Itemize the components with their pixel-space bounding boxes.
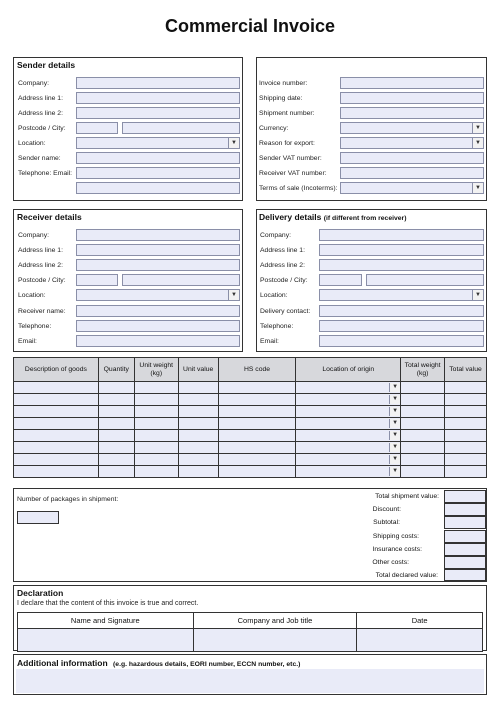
shipment-number-label: Shipment number:: [259, 110, 315, 117]
company-job-title-field[interactable]: [193, 629, 357, 652]
receiver-address2-field[interactable]: [76, 259, 240, 271]
sender-name-field[interactable]: [76, 152, 240, 164]
chevron-down-icon[interactable]: ▼: [228, 290, 239, 300]
goods-total-value-cell[interactable]: [445, 382, 487, 394]
goods-total-value-cell[interactable]: [445, 442, 487, 454]
goods-total-weight-cell[interactable]: [401, 442, 445, 454]
sender-address1-field[interactable]: [76, 92, 240, 104]
packages-label: Number of packages in shipment:: [17, 496, 119, 503]
goods-row: [14, 406, 487, 418]
currency-select[interactable]: [340, 122, 484, 134]
receiver-vat-field[interactable]: [340, 167, 484, 179]
invoice-number-label: Invoice number:: [259, 80, 308, 87]
goods-unit-weight-cell[interactable]: [134, 442, 178, 454]
goods-origin-cell[interactable]: [296, 466, 401, 478]
name-signature-field[interactable]: [18, 629, 194, 652]
goods-origin-cell[interactable]: [296, 430, 401, 442]
sender-address1-label: Address line 1:: [18, 95, 63, 102]
sender-postcode-label: Postcode / City:: [18, 125, 66, 132]
chevron-down-icon[interactable]: ▼: [389, 395, 400, 404]
sender-city-field[interactable]: [122, 122, 240, 134]
chevron-down-icon[interactable]: ▼: [389, 431, 400, 440]
goods-row: [14, 442, 487, 454]
goods-origin-cell[interactable]: [296, 442, 401, 454]
receiver-postcode-field[interactable]: [76, 274, 118, 286]
discount-label-text: Discount:: [372, 506, 401, 513]
delivery-location-label: Location:: [260, 292, 288, 299]
total-shipment-value-field[interactable]: [444, 490, 486, 503]
goods-total-weight-cell[interactable]: [401, 418, 445, 430]
sender-company-label: Company:: [18, 80, 49, 87]
shipping-costs-label-text: Shipping costs:: [372, 533, 419, 540]
goods-description-cell[interactable]: [14, 418, 99, 430]
goods-origin-cell[interactable]: [296, 454, 401, 466]
receiver-location-label: Location:: [18, 292, 46, 299]
receiver-address1-field[interactable]: [76, 244, 240, 256]
goods-unit-value-cell[interactable]: [178, 418, 218, 430]
receiver-vat-label: Receiver VAT number:: [259, 170, 327, 177]
signature-table: [17, 612, 483, 652]
col-unit-weight-header: Unit weight (kg): [134, 358, 178, 382]
goods-description-cell[interactable]: [14, 466, 99, 478]
goods-table: [13, 357, 487, 478]
goods-hs-code-cell[interactable]: [218, 394, 296, 406]
goods-hs-code-cell[interactable]: [218, 418, 296, 430]
goods-unit-weight-cell[interactable]: [134, 418, 178, 430]
receiver-location-select[interactable]: [76, 289, 240, 301]
goods-hs-code-cell[interactable]: [218, 466, 296, 478]
goods-total-weight-cell[interactable]: [401, 454, 445, 466]
goods-unit-value-cell[interactable]: [178, 382, 218, 394]
goods-hs-code-cell[interactable]: [218, 430, 296, 442]
goods-row: [14, 466, 487, 478]
receiver-email-label: Email:: [18, 338, 37, 345]
receiver-company-field[interactable]: [76, 229, 240, 241]
goods-total-weight-cell[interactable]: [401, 466, 445, 478]
sender-company-field[interactable]: [76, 77, 240, 89]
page-title: Commercial Invoice: [164, 16, 336, 36]
declaration-heading: Declaration: [17, 588, 64, 598]
chevron-down-icon[interactable]: ▼: [389, 407, 400, 416]
goods-origin-cell[interactable]: [296, 418, 401, 430]
delivery-address2-label: Address line 2:: [260, 262, 305, 269]
goods-total-value-cell[interactable]: [445, 454, 487, 466]
date-field[interactable]: [357, 629, 483, 652]
delivery-postcode-label: Postcode / City:: [260, 277, 308, 284]
goods-total-weight-cell[interactable]: [401, 394, 445, 406]
goods-hs-code-cell[interactable]: [218, 454, 296, 466]
sender-email-field[interactable]: [76, 182, 240, 194]
goods-unit-weight-cell[interactable]: [134, 394, 178, 406]
sender-address2-label: Address line 2:: [18, 110, 63, 117]
col-origin-header: Location of origin: [296, 358, 401, 382]
sender-address2-field[interactable]: [76, 107, 240, 119]
goods-description-cell[interactable]: [14, 382, 99, 394]
discount-field[interactable]: [444, 503, 486, 516]
company-job-title-header: Company and Job title: [193, 613, 357, 629]
receiver-telephone-label: Telephone:: [18, 323, 52, 330]
goods-unit-value-cell[interactable]: [178, 466, 218, 478]
col-total-value-header: Total value: [445, 358, 487, 382]
shipping-costs-label: [319, 533, 419, 540]
sender-name-label: Sender name:: [18, 155, 61, 162]
shipment-number-field[interactable]: [340, 107, 484, 119]
delivery-telephone-field[interactable]: [319, 320, 484, 332]
receiver-name-label: Receiver name:: [18, 308, 66, 315]
goods-total-value-cell[interactable]: [445, 394, 487, 406]
declaration-text: I declare that the content of this invoice is true and correct.: [17, 600, 199, 607]
incoterms-select[interactable]: [340, 182, 484, 194]
goods-description-cell[interactable]: [14, 406, 99, 418]
reason-for-export-select[interactable]: [340, 137, 484, 149]
chevron-down-icon[interactable]: ▼: [472, 183, 483, 193]
goods-description-cell[interactable]: [14, 454, 99, 466]
sender-telephone-email-label: Telephone: Email:: [18, 170, 73, 177]
delivery-contact-field[interactable]: [319, 305, 484, 317]
goods-row: [14, 454, 487, 466]
goods-unit-value-cell[interactable]: [178, 442, 218, 454]
col-quantity-header: Quantity: [98, 358, 134, 382]
delivery-location-select[interactable]: [319, 289, 484, 301]
subtotal-label-text: Subtotal:: [373, 519, 400, 526]
additional-info-heading-text: Additional information: [17, 658, 108, 668]
delivery-details-heading: [259, 212, 406, 222]
additional-info-note: (e.g. hazardous details, EORI number, ECCN number, etc.): [113, 661, 301, 668]
goods-row: [14, 418, 487, 430]
goods-description-cell[interactable]: [14, 442, 99, 454]
goods-row: [14, 394, 487, 406]
goods-table-body: [14, 382, 487, 478]
goods-unit-value-cell[interactable]: [178, 454, 218, 466]
receiver-address1-label: Address line 1:: [18, 247, 63, 254]
receiver-telephone-field[interactable]: [76, 320, 240, 332]
goods-quantity-cell[interactable]: [98, 382, 134, 394]
date-header: Date: [357, 613, 483, 629]
goods-total-weight-cell[interactable]: [401, 382, 445, 394]
goods-quantity-cell[interactable]: [98, 466, 134, 478]
goods-quantity-cell[interactable]: [98, 406, 134, 418]
delivery-address1-field[interactable]: [319, 244, 484, 256]
goods-total-value-cell[interactable]: [445, 418, 487, 430]
goods-origin-cell[interactable]: [296, 394, 401, 406]
goods-quantity-cell[interactable]: [98, 394, 134, 406]
chevron-down-icon[interactable]: ▼: [389, 455, 400, 464]
delivery-company-label: Company:: [260, 232, 291, 239]
sender-telephone-field[interactable]: [76, 167, 240, 179]
sender-postcode-field[interactable]: [76, 122, 118, 134]
chevron-down-icon[interactable]: ▼: [472, 138, 483, 148]
receiver-postcode-label: Postcode / City:: [18, 277, 66, 284]
goods-hs-code-cell[interactable]: [218, 382, 296, 394]
chevron-down-icon[interactable]: ▼: [472, 123, 483, 133]
goods-total-weight-cell[interactable]: [401, 430, 445, 442]
goods-total-value-cell[interactable]: [445, 406, 487, 418]
signature-input-row: [18, 629, 483, 652]
discount-label: [301, 506, 401, 513]
receiver-details-heading: Receiver details: [17, 212, 82, 222]
goods-quantity-cell[interactable]: [98, 418, 134, 430]
goods-total-weight-cell[interactable]: [401, 406, 445, 418]
goods-unit-weight-cell[interactable]: [134, 406, 178, 418]
chevron-down-icon[interactable]: ▼: [228, 138, 239, 148]
goods-unit-weight-cell[interactable]: [134, 466, 178, 478]
goods-unit-weight-cell[interactable]: [134, 430, 178, 442]
insurance-costs-field[interactable]: [444, 543, 486, 556]
additional-info-field[interactable]: [16, 669, 484, 693]
chevron-down-icon[interactable]: ▼: [389, 383, 400, 392]
delivery-subheading: (if different from receiver): [323, 215, 407, 222]
goods-total-value-cell[interactable]: [445, 466, 487, 478]
sender-vat-label: Sender VAT number:: [259, 155, 322, 162]
goods-origin-cell[interactable]: [296, 382, 401, 394]
sender-location-select[interactable]: [76, 137, 240, 149]
packages-field[interactable]: [17, 511, 59, 524]
shipping-costs-field[interactable]: [444, 530, 486, 543]
goods-origin-cell[interactable]: [296, 406, 401, 418]
col-unit-value-header: Unit value: [178, 358, 218, 382]
delivery-telephone-label: Telephone:: [260, 323, 294, 330]
sender-vat-field[interactable]: [340, 152, 484, 164]
receiver-city-field[interactable]: [122, 274, 240, 286]
sender-location-label: Location:: [18, 140, 46, 147]
name-signature-header: Name and Signature: [18, 613, 194, 629]
additional-info-heading: [17, 658, 300, 668]
currency-label: Currency:: [259, 125, 289, 132]
goods-header-row: [14, 358, 487, 382]
chevron-down-icon[interactable]: ▼: [389, 467, 400, 476]
goods-row: [14, 430, 487, 442]
total-declared-value-label: Total declared value:: [375, 572, 438, 579]
delivery-email-field[interactable]: [319, 335, 484, 347]
receiver-email-field[interactable]: [76, 335, 240, 347]
receiver-company-label: Company:: [18, 232, 49, 239]
chevron-down-icon[interactable]: ▼: [389, 443, 400, 452]
col-description-header: Description of goods: [14, 358, 99, 382]
col-total-weight-header: Total weight (kg): [401, 358, 445, 382]
goods-unit-weight-cell[interactable]: [134, 454, 178, 466]
delivery-address2-field[interactable]: [319, 259, 484, 271]
goods-description-cell[interactable]: [14, 430, 99, 442]
delivery-postcode-field[interactable]: [319, 274, 362, 286]
other-costs-label: [309, 559, 409, 566]
invoice-number-field[interactable]: [340, 77, 484, 89]
insurance-costs-label-text: Insurance costs:: [372, 546, 422, 553]
insurance-costs-label: [322, 546, 422, 553]
incoterms-label: Terms of sale (Incoterms):: [259, 185, 338, 192]
goods-unit-weight-cell[interactable]: [134, 382, 178, 394]
sender-details-heading: Sender details: [17, 60, 76, 70]
goods-quantity-cell[interactable]: [98, 442, 134, 454]
delivery-email-label: Email:: [260, 338, 279, 345]
delivery-city-field[interactable]: [366, 274, 484, 286]
other-costs-field[interactable]: [444, 556, 486, 569]
total-declared-value-field[interactable]: [444, 569, 486, 581]
other-costs-label-text: Other costs:: [372, 559, 409, 566]
chevron-down-icon[interactable]: ▼: [389, 419, 400, 428]
goods-unit-value-cell[interactable]: [178, 406, 218, 418]
goods-hs-code-cell[interactable]: [218, 442, 296, 454]
shipping-date-field[interactable]: [340, 92, 484, 104]
goods-total-value-cell[interactable]: [445, 430, 487, 442]
delivery-company-field[interactable]: [319, 229, 484, 241]
goods-unit-value-cell[interactable]: [178, 430, 218, 442]
delivery-address1-label: Address line 1:: [260, 247, 305, 254]
receiver-address2-label: Address line 2:: [18, 262, 63, 269]
reason-for-export-label: Reason for export:: [259, 140, 315, 147]
goods-unit-value-cell[interactable]: [178, 394, 218, 406]
goods-hs-code-cell[interactable]: [218, 406, 296, 418]
shipping-date-label: Shipping date:: [259, 95, 303, 102]
goods-quantity-cell[interactable]: [98, 430, 134, 442]
goods-description-cell[interactable]: [14, 394, 99, 406]
chevron-down-icon[interactable]: ▼: [472, 290, 483, 300]
total-shipment-value-label: Total shipment value:: [375, 493, 439, 500]
subtotal-label: [300, 519, 400, 526]
goods-quantity-cell[interactable]: [98, 454, 134, 466]
signature-header-row: [18, 613, 483, 629]
goods-row: [14, 382, 487, 394]
delivery-heading-text: Delivery details: [259, 212, 322, 222]
col-hs-code-header: HS code: [218, 358, 296, 382]
receiver-name-field[interactable]: [76, 305, 240, 317]
delivery-contact-label: Delivery contact:: [260, 308, 311, 315]
subtotal-field[interactable]: [444, 516, 486, 529]
